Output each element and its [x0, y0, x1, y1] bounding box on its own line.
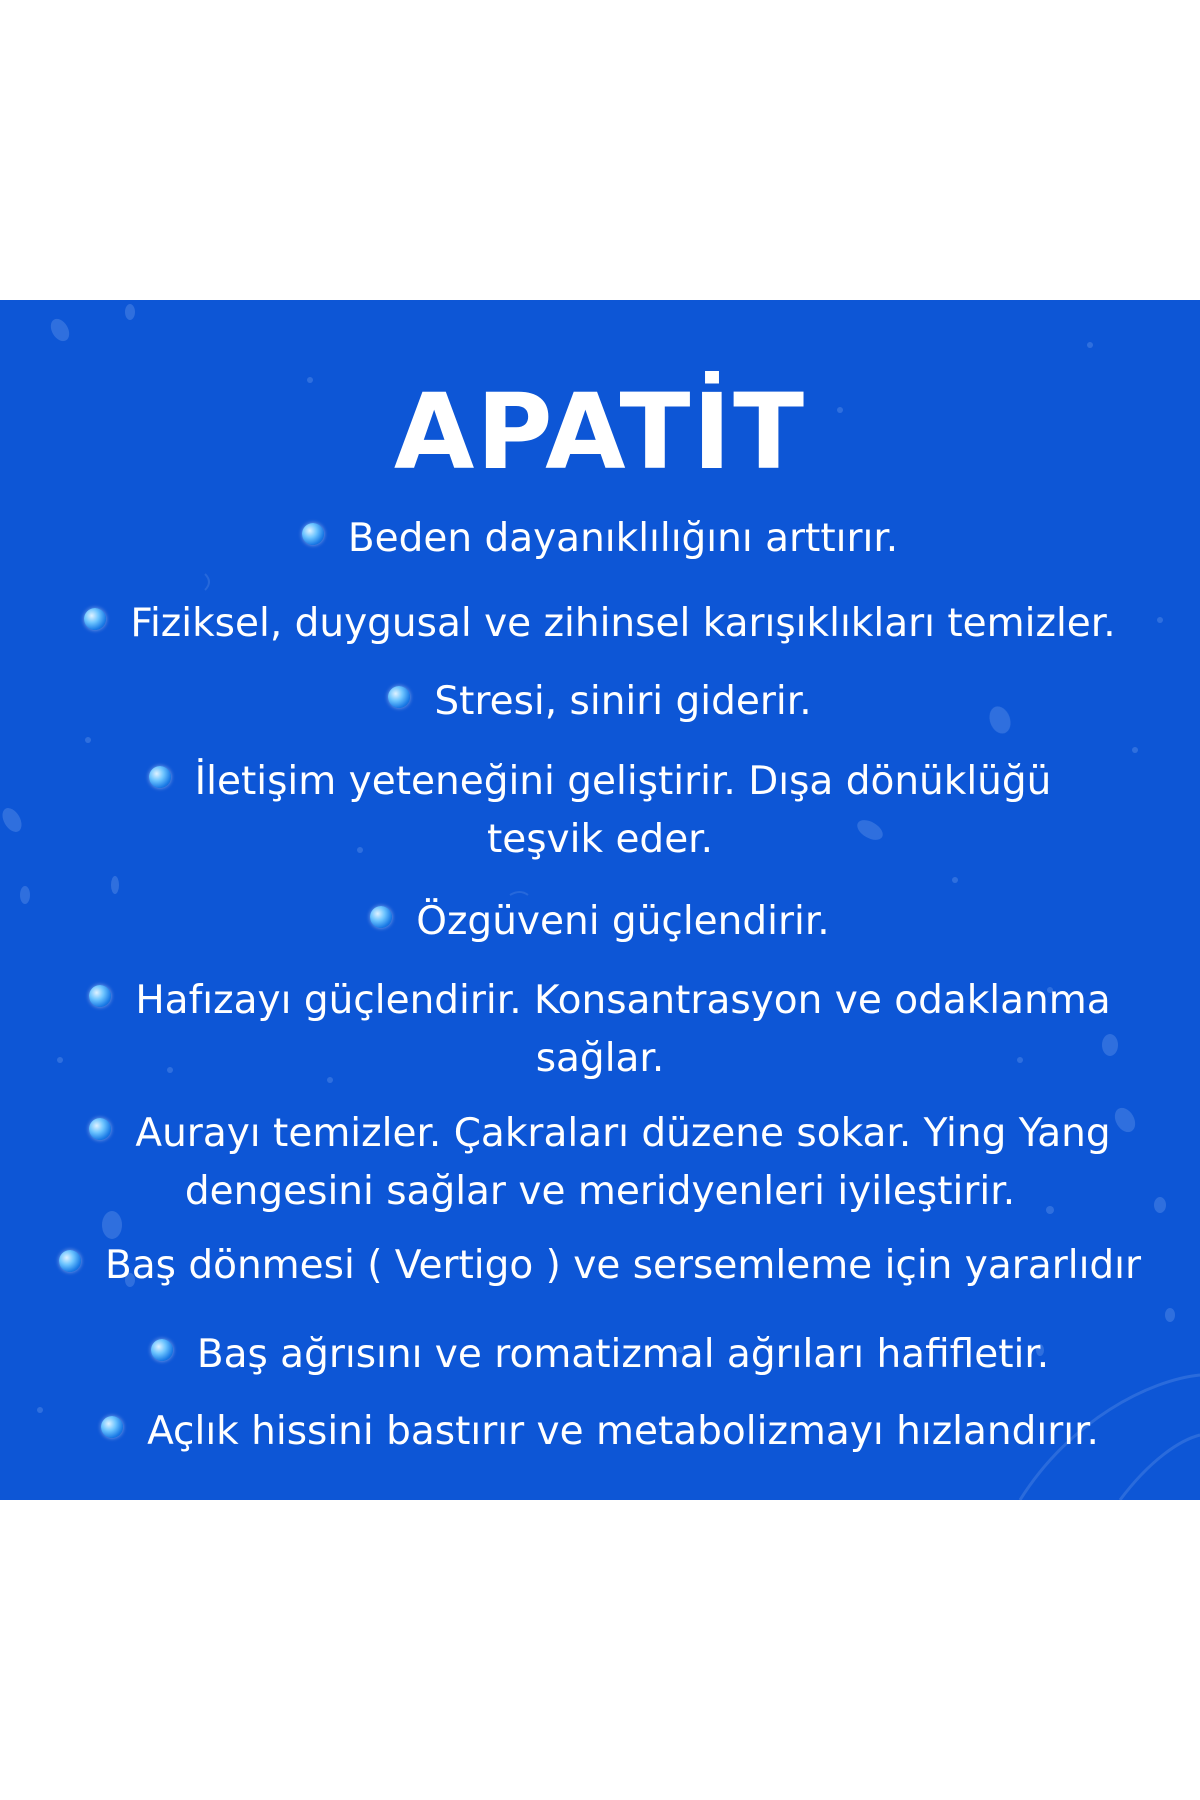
blue-sphere-icon — [302, 523, 324, 545]
content-panel — [0, 300, 1200, 1500]
blue-sphere-icon — [101, 1416, 123, 1438]
list-item-text: Fiziksel, duygusal ve zihinsel karışıklıkları temizler. — [130, 601, 1116, 646]
list-item — [0, 893, 1200, 951]
list-item-text-continued: sağlar. — [535, 1036, 665, 1081]
list-item-text: İletişim yeteneğini geliştirir. Dışa dönüklüğü — [194, 759, 1052, 804]
list-item — [0, 1403, 1200, 1461]
list-item — [0, 753, 1200, 869]
blue-sphere-icon — [84, 608, 106, 630]
blue-sphere-icon — [89, 985, 111, 1007]
list-item-text: Stresi, siniri giderir. — [434, 679, 812, 724]
list-item — [0, 1326, 1200, 1384]
list-item — [0, 972, 1200, 1088]
blue-sphere-icon — [151, 1339, 173, 1361]
blue-sphere-icon — [59, 1250, 81, 1272]
page-title: APATİT — [393, 371, 807, 493]
list-item-text: Baş dönmesi ( Vertigo ) ve sersemleme için yararlıdır — [104, 1243, 1142, 1288]
blue-sphere-icon — [388, 686, 410, 708]
list-item-text: Özgüveni güçlendirir. — [416, 899, 830, 944]
blue-sphere-icon — [370, 906, 392, 928]
list-item — [0, 595, 1200, 653]
list-item-text: Açlık hissini bastırır ve metabolizmayı hızlandırır. — [147, 1409, 1099, 1454]
list-item-text: Aurayı temizler. Çakraları düzene sokar. Ying Yang — [135, 1111, 1111, 1156]
list-item-text-continued: dengesini sağlar ve meridyenleri iyileştirir. — [184, 1169, 1016, 1214]
blue-sphere-icon — [89, 1118, 111, 1140]
list-item — [0, 673, 1200, 731]
list-item-text: Beden dayanıklılığını arttırır. — [347, 516, 899, 561]
list-item-text: Baş ağrısını ve romatizmal ağrıları hafifletir. — [196, 1332, 1050, 1377]
list-item — [0, 510, 1200, 568]
list-item — [0, 1237, 1200, 1295]
list-item-text-continued: teşvik eder. — [486, 817, 714, 862]
list-item — [0, 1105, 1200, 1221]
list-item-text: Hafızayı güçlendirir. Konsantrasyon ve odaklanma — [135, 978, 1111, 1023]
blue-sphere-icon — [149, 766, 171, 788]
